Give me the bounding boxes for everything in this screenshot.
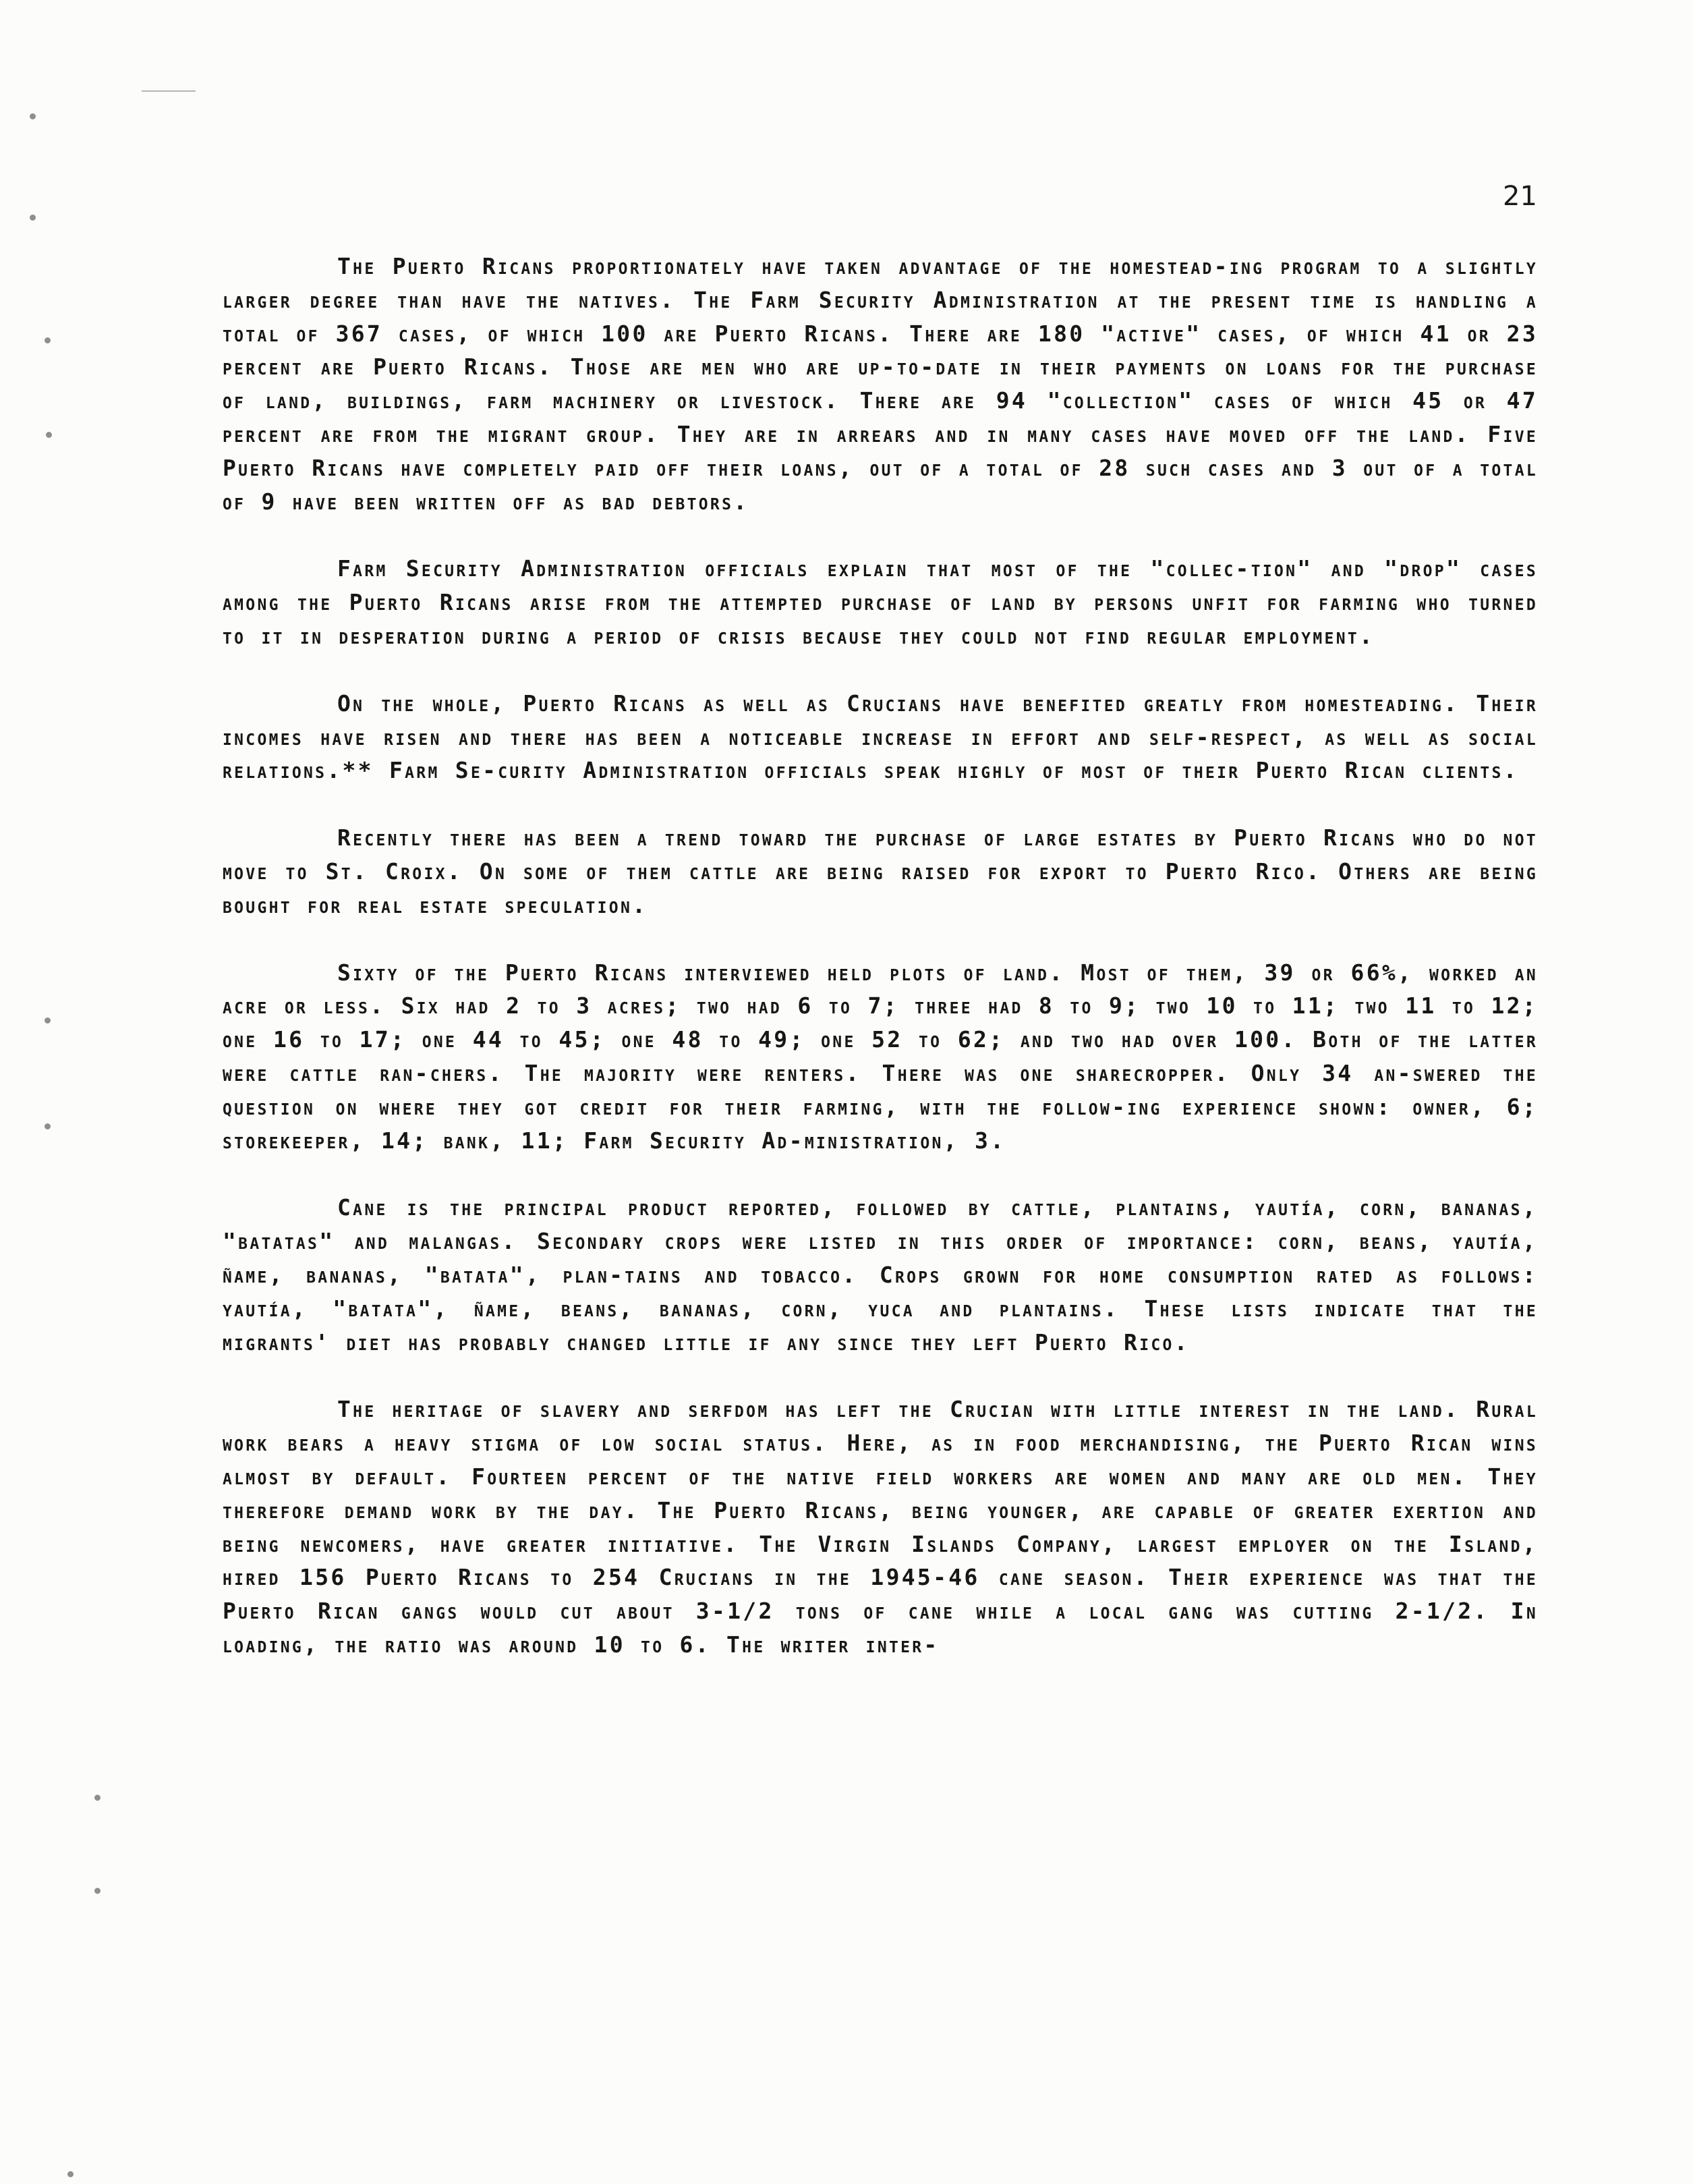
paragraph: The heritage of slavery and serfdom has left the Crucian with little interest in the land. Rural work bears a heavy stigma of low social status. Here, as in food merchandising, the Puerto Rican wins almost by default. Fourteen percent of the native field workers are women and many are old men. They therefore demand work by the day. The Puerto Ricans, being younger, are capable of greater exertion and being newcomers, have greater initiative. The Virgin Islands Company, largest employer on the Island, hired 156 Puerto Ricans to 254 Crucians in the 1945-46 cane season. Their experience was that the Puerto Rican gangs would cut about 3-1/2 tons of cane while a local gang was cutting 2-1/2. In loading, the ratio was around 10 to 6. The writer inter- [223,1396,1538,1658]
margin-hole [45,1123,51,1129]
margin-hole [45,337,51,343]
margin-hole [94,1795,101,1801]
paragraph: Cane is the principal product reported, followed by cattle, plantains, yautía, corn, bananas, "batatas" and malangas. Secondary crops were listed in this order of importance: corn, beans, yautía, ñame, bananas, "batata", plan-tains and tobacco. Crops grown for home consumption rated as follows: yautía, "batata", ñame, beans, bananas, corn, yuca and plantains. These lists indicate that the migrants' diet has probably changed little if any since they left Puerto Rico. [223,1194,1538,1355]
margin-hole [30,113,36,119]
paragraph: Sixty of the Puerto Ricans interviewed held plots of land. Most of them, 39 or 66%, worked an acre or less. Six had 2 to 3 acres; two had 6 to 7; three had 8 to 9; two 10 to 11; two 11 to 12; one 16 to 17; one 44 to 45; one 48 to 49; one 52 to 62; and two had over 100. Both of the latter were cattle ran-chers. The majority were renters. There was one sharecropper. Only 34 an-swered the question on where they got credit for their farming, with the follow-ing experience shown: owner, 6; storekeeper, 14; bank, 11; Farm Security Ad-ministration, 3. [223,959,1538,1154]
margin-hole [45,1017,51,1024]
margin-hole [94,1888,101,1894]
paragraph: On the whole, Puerto Ricans as well as Crucians have benefited greatly from homesteading. Their incomes have risen and there has been a noticeable increase in effort and self-respect, as well as social relations.** Farm Se-curity Administration officials speak highly of most of their Puerto Rican clients. [223,690,1538,784]
margin-mark [142,90,196,92]
margin-hole [67,2171,74,2177]
paragraph: Farm Security Administration officials explain that most of the "collec-tion" and "drop" cases among the Puerto Ricans arise from the attempted purchase of land by persons unfit for farming who turned to it in desperation during a period of crisis because they could not find regular employment. [223,555,1538,649]
page-number: 21 [1503,181,1537,212]
body-text [223,250,1538,1662]
paragraph: Recently there has been a trend toward the purchase of large estates by Puerto Ricans who do not move to St. Croix. On some of them cattle are being raised for export to Puerto Rico. Others are being bought for real estate speculation. [223,824,1538,918]
paragraph: The Puerto Ricans proportionately have taken advantage of the homestead-ing program to a slightly larger degree than have the natives. The Farm Security Administration at the present time is handling a total of 367 cases, of which 100 are Puerto Ricans. There are 180 "active" cases, of which 41 or 23 percent are Puerto Ricans. Those are men who are up-to-date in their payments on loans for the purchase of land, buildings, farm machinery or livestock. There are 94 "collection" cases of which 45 or 47 percent are from the migrant group. They are in arrears and in many cases have moved off the land. Five Puerto Ricans have completely paid off their loans, out of a total of 28 such cases and 3 out of a total of 9 have been written off as bad debtors. [223,253,1538,515]
margin-hole [30,215,36,221]
margin-hole [46,432,52,438]
